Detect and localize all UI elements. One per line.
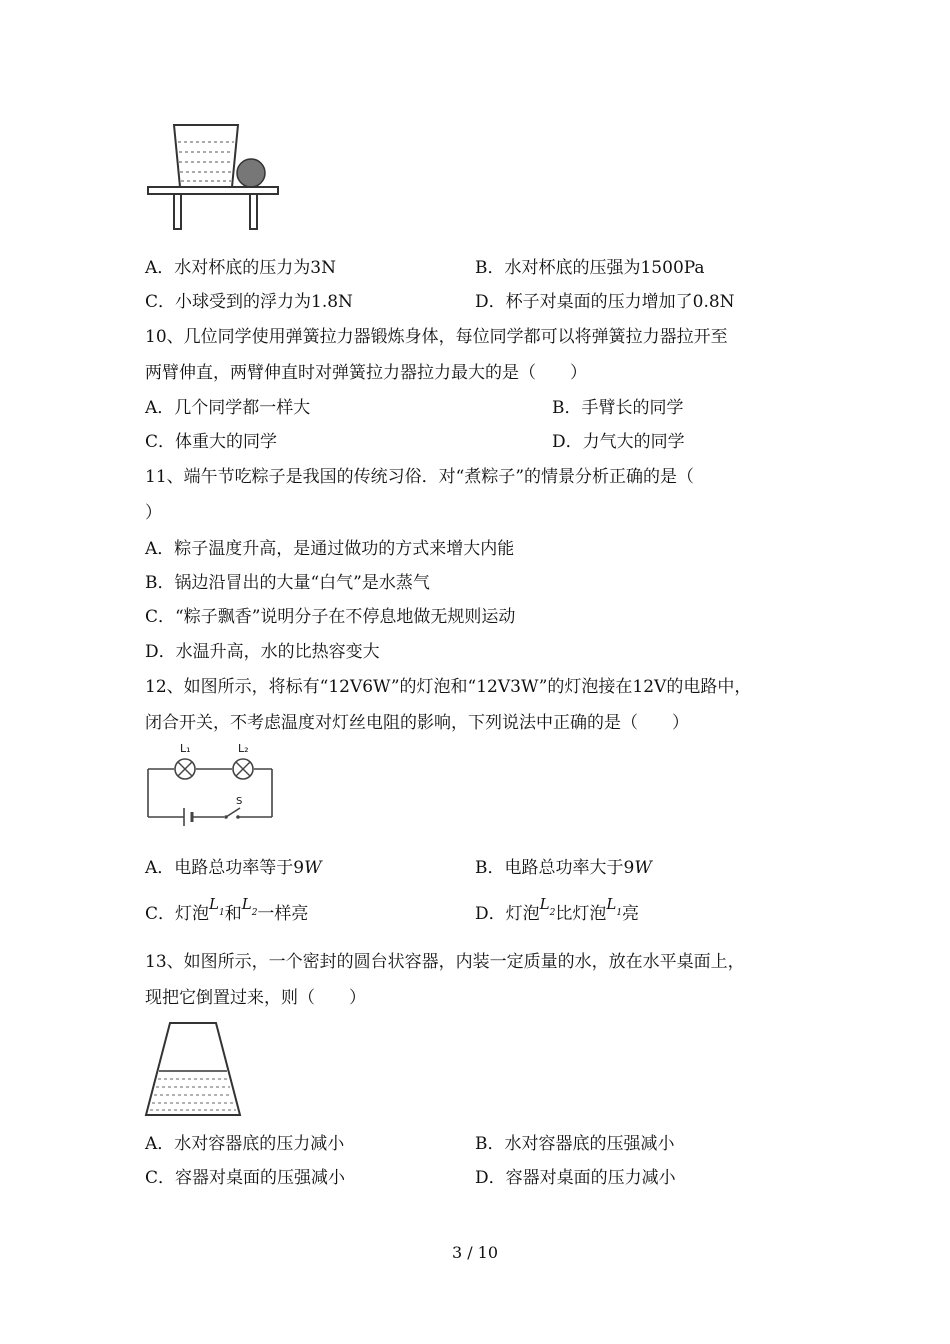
- q13-option-a: A．水对容器底的压力减小: [145, 1134, 345, 1154]
- q12-option-c: C．灯泡$L^1$和$L^2$一样亮: [145, 895, 309, 924]
- lamp-l2-symbol: $L^2$: [539, 895, 556, 918]
- q12-stem-line1: 12、如图所示，将标有“12V6W”的灯泡和“12V3W”的灯泡接在12V的电路中，: [145, 677, 752, 697]
- q11-stem-line1: 11、端午节吃粽子是我国的传统习俗．对“煮粽子”的情景分析正确的是（: [145, 467, 695, 487]
- circuit-label-l1: L₁: [180, 742, 191, 755]
- q10-stem-line1: 10、几位同学使用弹簧拉力器锻炼身体，每位同学都可以将弹簧拉力器拉开至: [145, 327, 728, 347]
- q10-option-d: D．力气大的同学: [552, 432, 685, 452]
- lamp-l1-icon: [175, 759, 195, 779]
- q10-stem-line2: 两臂伸直，两臂伸直时对弹簧拉力器拉力最大的是（ ）: [145, 363, 587, 383]
- lamp-l1-symbol: $L^1$: [606, 895, 623, 918]
- q10-option-b: B．手臂长的同学: [552, 398, 684, 418]
- q12-option-d: D．灯泡$L^2$比灯泡$L^1$亮: [475, 895, 640, 924]
- q11-stem-line2: ）: [145, 503, 162, 523]
- battery-icon: [184, 808, 192, 826]
- q13-stem-line1: 13、如图所示，一个密封的圆台状容器，内装一定质量的水，放在水平桌面上，: [145, 952, 745, 972]
- q11-option-a: A．粽子温度升高，是通过做功的方式来增大内能: [145, 539, 515, 559]
- q11-option-d: D．水温升高，水的比热容变大: [145, 642, 380, 662]
- cup-ball-table-figure: [146, 120, 282, 232]
- q12-option-a: A．电路总功率等于9W: [145, 858, 322, 878]
- q13-option-b: B．水对容器底的压强减小: [475, 1134, 675, 1154]
- q13-option-c: C．容器对桌面的压强减小: [145, 1168, 346, 1188]
- q9-option-d: D．杯子对桌面的压力增加了0.8N: [475, 292, 735, 312]
- frustum-container-figure: [142, 1019, 244, 1119]
- q9-option-b: B．水对杯底的压强为1500Pa: [475, 258, 705, 278]
- switch-icon: [224, 808, 240, 819]
- q12-option-b: B．电路总功率大于9W: [475, 858, 652, 878]
- circuit-figure: [144, 742, 278, 826]
- q11-option-c: C．“粽子飘香”说明分子在不停息地做无规则运动: [145, 607, 516, 627]
- lamp-l2-symbol: $L^2$: [241, 895, 258, 918]
- q12-stem-line2: 闭合开关，不考虑温度对灯丝电阻的影响，下列说法中正确的是（ ）: [145, 713, 689, 733]
- page-number: 3 / 10: [451, 1243, 499, 1262]
- circuit-label-s: S: [236, 796, 243, 807]
- q11-option-b: B．锅边沿冒出的大量“白气”是水蒸气: [145, 573, 430, 593]
- lamp-l2-icon: [233, 759, 253, 779]
- circuit-label-l2: L₂: [238, 742, 249, 755]
- q10-option-a: A．几个同学都一样大: [145, 398, 311, 418]
- q13-option-d: D．容器对桌面的压力减小: [475, 1168, 676, 1188]
- q13-stem-line2: 现把它倒置过来，则（ ）: [145, 988, 366, 1008]
- q10-option-c: C．体重大的同学: [145, 432, 278, 452]
- q9-option-a: A．水对杯底的压力为3N: [145, 258, 336, 278]
- lamp-l1-symbol: $L^1$: [209, 895, 225, 918]
- q9-option-c: C．小球受到的浮力为1.8N: [145, 292, 353, 312]
